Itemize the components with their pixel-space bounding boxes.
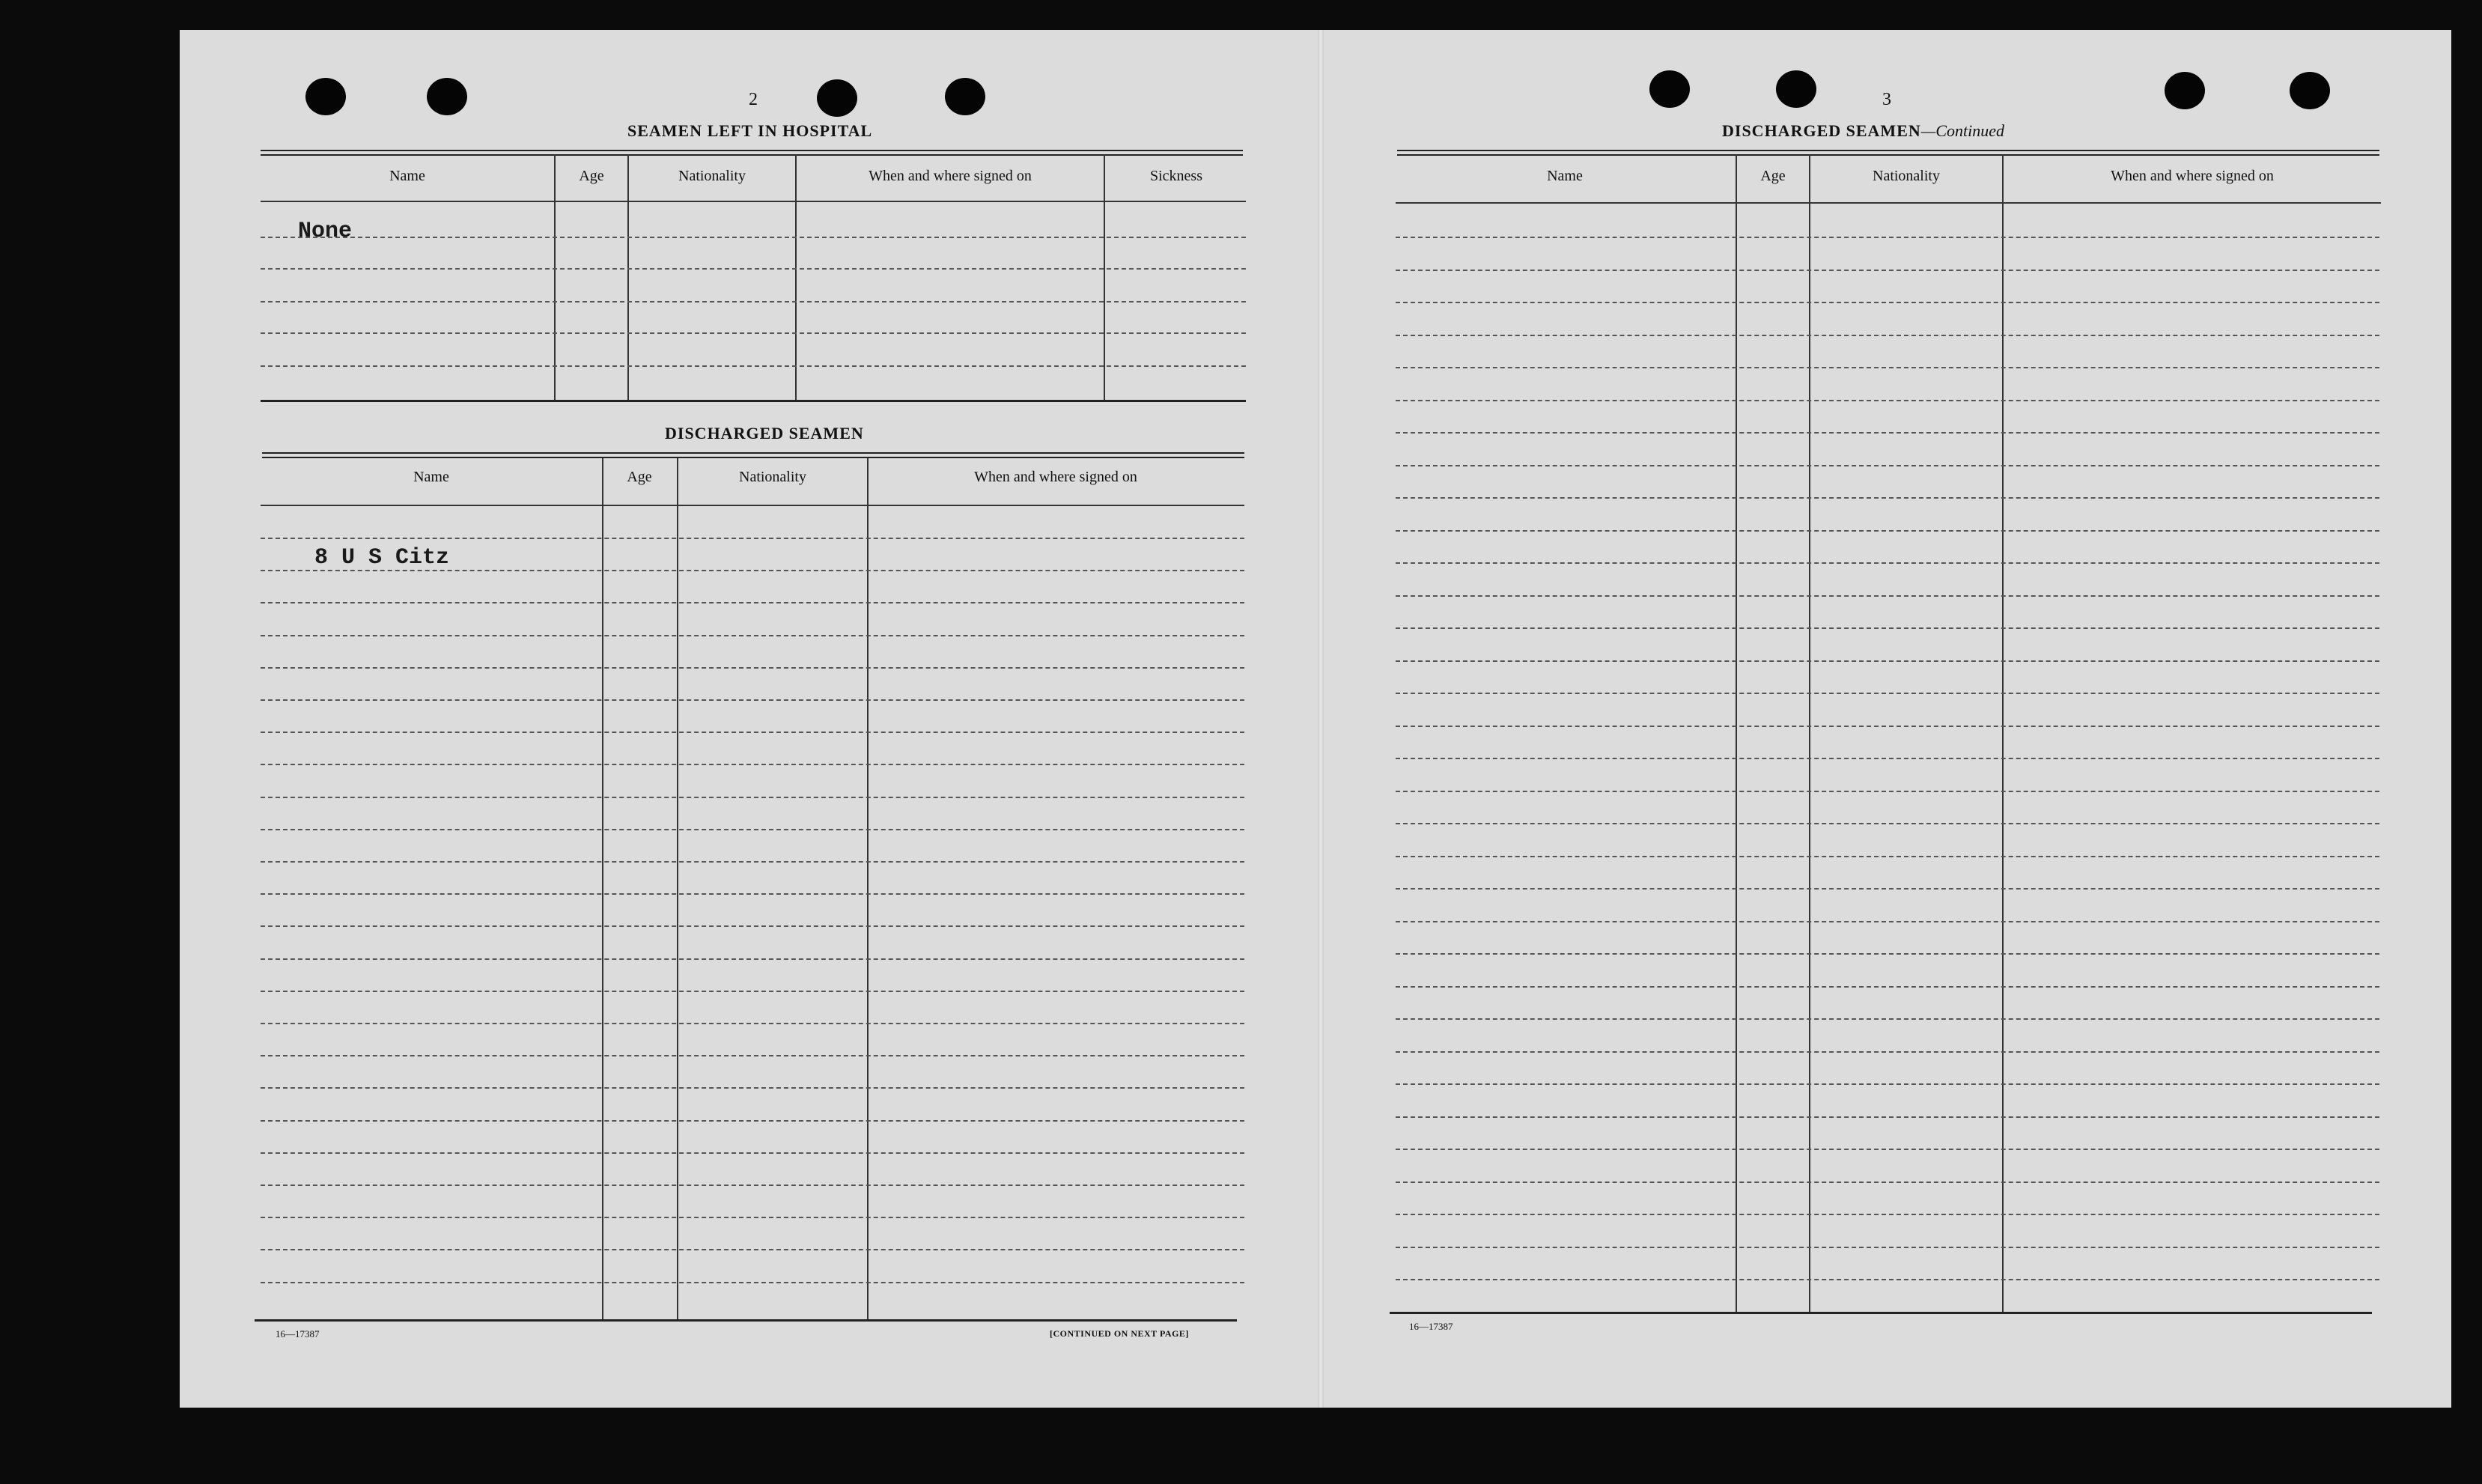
ruled-row-line — [1396, 921, 2379, 922]
punch-hole — [305, 78, 346, 115]
ruled-row-line — [1396, 1116, 2379, 1118]
ruled-row-line — [261, 602, 1244, 603]
ruled-row-line — [1396, 627, 2379, 629]
ruled-row-line — [1396, 856, 2379, 857]
hospital-header-rule — [261, 201, 1246, 202]
discharged-col-divider — [867, 458, 869, 1319]
right-col-divider — [1809, 154, 1810, 1313]
hospital-col-age: Age — [579, 168, 604, 184]
page-number-left: 2 — [749, 90, 758, 109]
hospital-col-name: Name — [389, 168, 425, 184]
hospital-col-nationality: Nationality — [678, 168, 746, 184]
discharged-section-title: DISCHARGED SEAMEN — [665, 424, 864, 443]
hospital-row-line — [261, 332, 1246, 334]
hospital-entry-none: None — [298, 219, 353, 244]
ruled-row-line — [1396, 1149, 2379, 1150]
discharged-table-top-rule-2 — [262, 457, 1244, 458]
ruled-row-line — [261, 635, 1244, 636]
form-number-left: 16—17387 — [276, 1328, 320, 1339]
discharged-continued-suffix: —Continued — [1920, 121, 2004, 140]
punch-hole — [427, 78, 467, 115]
ruled-row-line — [261, 764, 1244, 765]
ruled-row-line — [261, 1249, 1244, 1250]
discharged-table-bottom-rule — [255, 1319, 1237, 1322]
ruled-row-line — [1396, 367, 2379, 368]
discharged-continued-title — [1722, 121, 2004, 141]
ruled-row-line — [1396, 432, 2379, 434]
punch-hole — [2290, 72, 2330, 109]
ruled-row-line — [1396, 726, 2379, 727]
ruled-row-line — [1396, 791, 2379, 792]
ruled-row-line — [1396, 693, 2379, 694]
discharged-col-nationality: Nationality — [739, 469, 806, 485]
ruled-row-line — [261, 1087, 1244, 1089]
hospital-table-top-rule-2 — [261, 154, 1243, 156]
ruled-row-line — [261, 893, 1244, 895]
ruled-row-line — [1396, 1018, 2379, 1020]
discharged-entry: 8 U S Citz — [314, 545, 450, 571]
ruled-row-line — [1396, 465, 2379, 466]
hospital-col-divider — [795, 154, 797, 401]
ruled-row-line — [1396, 758, 2379, 759]
ruled-row-line — [261, 667, 1244, 669]
ruled-row-line — [1396, 270, 2379, 271]
right-col-nationality: Nationality — [1873, 168, 1940, 184]
right-header-rule — [1396, 202, 2381, 204]
ruled-row-line — [261, 829, 1244, 830]
hospital-col-sickness: Sickness — [1150, 168, 1202, 184]
ruled-row-line — [261, 1282, 1244, 1283]
discharged-table-top-rule — [262, 452, 1244, 454]
hospital-section-title: SEAMEN LEFT IN HOSPITAL — [627, 121, 873, 140]
ruled-row-line — [1396, 1051, 2379, 1053]
ruled-row-line — [261, 732, 1244, 733]
form-number-right: 16—17387 — [1409, 1321, 1453, 1332]
ruled-row-line — [1396, 595, 2379, 597]
right-table-top-rule-2 — [1397, 154, 2379, 156]
discharged-col-name: Name — [413, 469, 449, 485]
right-table-top-rule — [1397, 150, 2379, 151]
ruled-row-line — [261, 1152, 1244, 1154]
continued-note: [CONTINUED ON NEXT PAGE] — [1050, 1328, 1189, 1339]
ruled-row-line — [261, 861, 1244, 863]
ruled-row-line — [261, 1185, 1244, 1186]
ruled-row-line — [261, 797, 1244, 798]
punch-hole — [945, 78, 985, 115]
ruled-row-line — [1396, 497, 2379, 499]
ruled-row-line — [1396, 302, 2379, 303]
punch-hole — [1649, 70, 1690, 108]
hospital-row-line — [261, 268, 1246, 270]
hospital-col-divider — [1104, 154, 1105, 401]
ruled-row-line — [261, 991, 1244, 992]
discharged-continued-title-main: DISCHARGED SEAMEN — [1722, 121, 1921, 140]
ruled-row-line — [1396, 888, 2379, 890]
ruled-row-line — [261, 538, 1244, 539]
ruled-row-line — [261, 1217, 1244, 1218]
ruled-row-line — [261, 699, 1244, 701]
ruled-row-line — [261, 1023, 1244, 1024]
punch-hole — [1776, 70, 1816, 108]
ruled-row-line — [1396, 237, 2379, 238]
discharged-col-age: Age — [627, 469, 652, 485]
page-number-right: 3 — [1882, 90, 1891, 109]
ruled-row-line — [261, 1120, 1244, 1122]
ruled-row-line — [1396, 1214, 2379, 1215]
hospital-row-line — [261, 365, 1246, 367]
ruled-row-line — [261, 958, 1244, 960]
ruled-row-line — [1396, 986, 2379, 988]
ruled-row-line — [1396, 335, 2379, 336]
ruled-row-line — [1396, 400, 2379, 401]
hospital-col-signed-on: When and where signed on — [869, 168, 1032, 184]
ruled-row-line — [1396, 1247, 2379, 1248]
page-fold — [1318, 30, 1324, 1408]
hospital-col-divider — [554, 154, 556, 401]
right-table-bottom-rule — [1390, 1312, 2372, 1314]
hospital-row-line — [261, 237, 1246, 238]
ruled-row-line — [1396, 562, 2379, 564]
punch-hole — [817, 79, 857, 117]
right-col-divider — [1736, 154, 1737, 1313]
right-col-name: Name — [1547, 168, 1583, 184]
hospital-table-bottom-rule — [261, 400, 1246, 402]
right-col-signed-on: When and where signed on — [2111, 168, 2274, 184]
ruled-row-line — [261, 925, 1244, 927]
hospital-table-top-rule — [261, 150, 1243, 151]
ruled-row-line — [1396, 953, 2379, 955]
ruled-row-line — [261, 1055, 1244, 1056]
discharged-col-divider — [602, 458, 603, 1319]
ruled-row-line — [1396, 1083, 2379, 1085]
discharged-col-signed-on: When and where signed on — [974, 469, 1137, 485]
hospital-col-divider — [627, 154, 629, 401]
right-col-age: Age — [1760, 168, 1786, 184]
ruled-row-line — [1396, 1279, 2379, 1280]
ruled-row-line — [1396, 1182, 2379, 1183]
discharged-header-rule — [261, 505, 1244, 506]
ruled-row-line — [1396, 530, 2379, 532]
hospital-row-line — [261, 301, 1246, 302]
punch-hole — [2165, 72, 2205, 109]
ruled-row-line — [1396, 823, 2379, 824]
right-col-divider — [2002, 154, 2004, 1313]
ruled-row-line — [1396, 660, 2379, 662]
discharged-col-divider — [677, 458, 678, 1319]
